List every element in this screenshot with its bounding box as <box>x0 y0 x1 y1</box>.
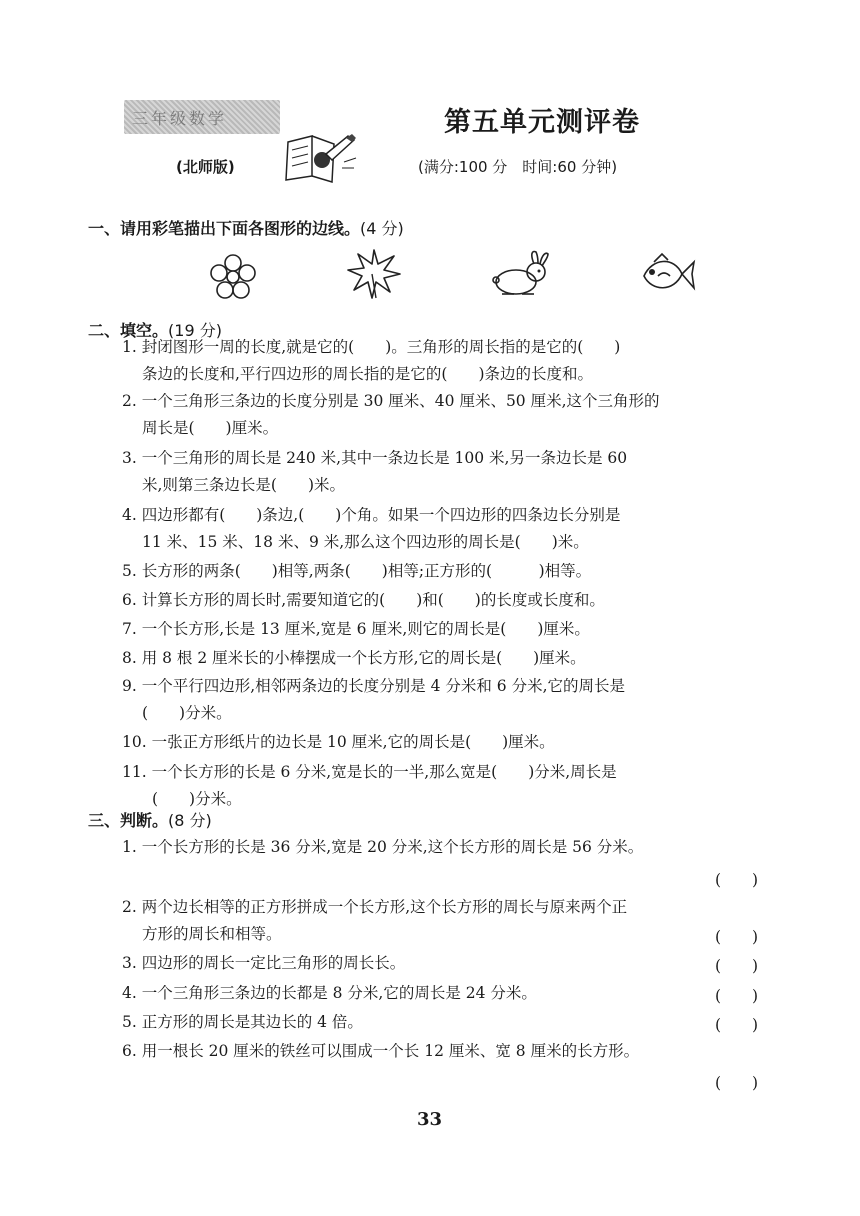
leaf-icon <box>346 248 402 300</box>
q2-10: 10. 一张正方形纸片的边长是 10 厘米,它的周长是( )厘米。 <box>122 733 555 751</box>
q3-4: 4. 一个三角形三条边的长都是 8 分米,它的周长是 24 分米。 <box>122 984 537 1002</box>
book-pencil-icon <box>282 128 360 184</box>
section-1-heading: 一、请用彩笔描出下面各图形的边线。(4 分) <box>88 219 404 238</box>
page-title: 第五单元测评卷 <box>444 107 640 138</box>
q2-4-line-1: 4. 四边形都有( )条边,( )个角。如果一个四边形的四条边长分别是 <box>122 506 621 524</box>
exam-meta: (满分:100 分 时间:60 分钟) <box>418 158 618 176</box>
q3-3: 3. 四边形的周长一定比三角形的周长长。 <box>122 954 406 972</box>
q3-1: 1. 一个长方形的长是 36 分米,宽是 20 分米,这个长方形的周长是 56 分米。 <box>122 838 644 856</box>
page-number: 33 <box>417 1109 443 1130</box>
fish-icon <box>640 252 696 298</box>
q3-5-answer-paren[interactable]: ( ) <box>715 1016 759 1034</box>
q3-6-answer-paren[interactable]: ( ) <box>715 1074 759 1092</box>
section-3-heading: 三、判断。(8 分) <box>88 811 212 830</box>
q2-8: 8. 用 8 根 2 厘米长的小棒摆成一个长方形,它的周长是( )厘米。 <box>122 649 586 667</box>
q2-2-line-1: 2. 一个三角形三条边的长度分别是 30 厘米、40 厘米、50 厘米,这个三角形的 <box>122 392 660 410</box>
q3-2-line-2: 方形的周长和相等。 <box>142 925 282 943</box>
q2-1-line-1: 1. 封闭图形一周的长度,就是它的( )。三角形的周长指的是它的( ) <box>122 338 621 356</box>
q2-9-line-2: ( )分米。 <box>142 704 232 722</box>
rabbit-icon <box>488 250 554 298</box>
q3-6: 6. 用一根长 20 厘米的铁丝可以围成一个长 12 厘米、宽 8 厘米的长方形。 <box>122 1042 640 1060</box>
q3-4-answer-paren[interactable]: ( ) <box>715 987 759 1005</box>
q2-5: 5. 长方形的两条( )相等,两条( )相等;正方形的( )相等。 <box>122 562 592 580</box>
header-badge <box>124 100 280 134</box>
q3-1-answer-paren[interactable]: ( ) <box>715 871 759 889</box>
q3-2-answer-paren[interactable]: ( ) <box>715 928 759 946</box>
q2-3-line-1: 3. 一个三角形的周长是 240 米,其中一条边长是 100 米,另一条边长是 60 <box>122 449 628 467</box>
header-badge-text: 三年级数学 <box>132 109 228 128</box>
flower-icon <box>208 254 258 300</box>
q2-11-line-2: ( )分米。 <box>152 790 242 808</box>
q2-1-line-2: 条边的长度和,平行四边形的周长指的是它的( )条边的长度和。 <box>142 365 594 383</box>
edition-label: (北师版) <box>176 158 235 176</box>
q2-9-line-1: 9. 一个平行四边形,相邻两条边的长度分别是 4 分米和 6 分米,它的周长是 <box>122 677 626 695</box>
q2-11-line-1: 11. 一个长方形的长是 6 分米,宽是长的一半,那么宽是( )分米,周长是 <box>122 763 617 781</box>
section-2-heading: 二、填空。(19 分) <box>88 321 222 340</box>
q2-2-line-2: 周长是( )厘米。 <box>142 419 279 437</box>
q2-3-line-2: 米,则第三条边长是( )米。 <box>142 476 346 494</box>
q2-6: 6. 计算长方形的周长时,需要知道它的( )和( )的长度或长度和。 <box>122 591 605 609</box>
q2-4-line-2: 11 米、15 米、18 米、9 米,那么这个四边形的周长是( )米。 <box>142 533 589 551</box>
q2-7: 7. 一个长方形,长是 13 厘米,宽是 6 厘米,则它的周长是( )厘米。 <box>122 620 590 638</box>
q3-2-line-1: 2. 两个边长相等的正方形拼成一个长方形,这个长方形的周长与原来两个正 <box>122 898 628 916</box>
q3-3-answer-paren[interactable]: ( ) <box>715 957 759 975</box>
q3-5: 5. 正方形的周长是其边长的 4 倍。 <box>122 1013 363 1031</box>
